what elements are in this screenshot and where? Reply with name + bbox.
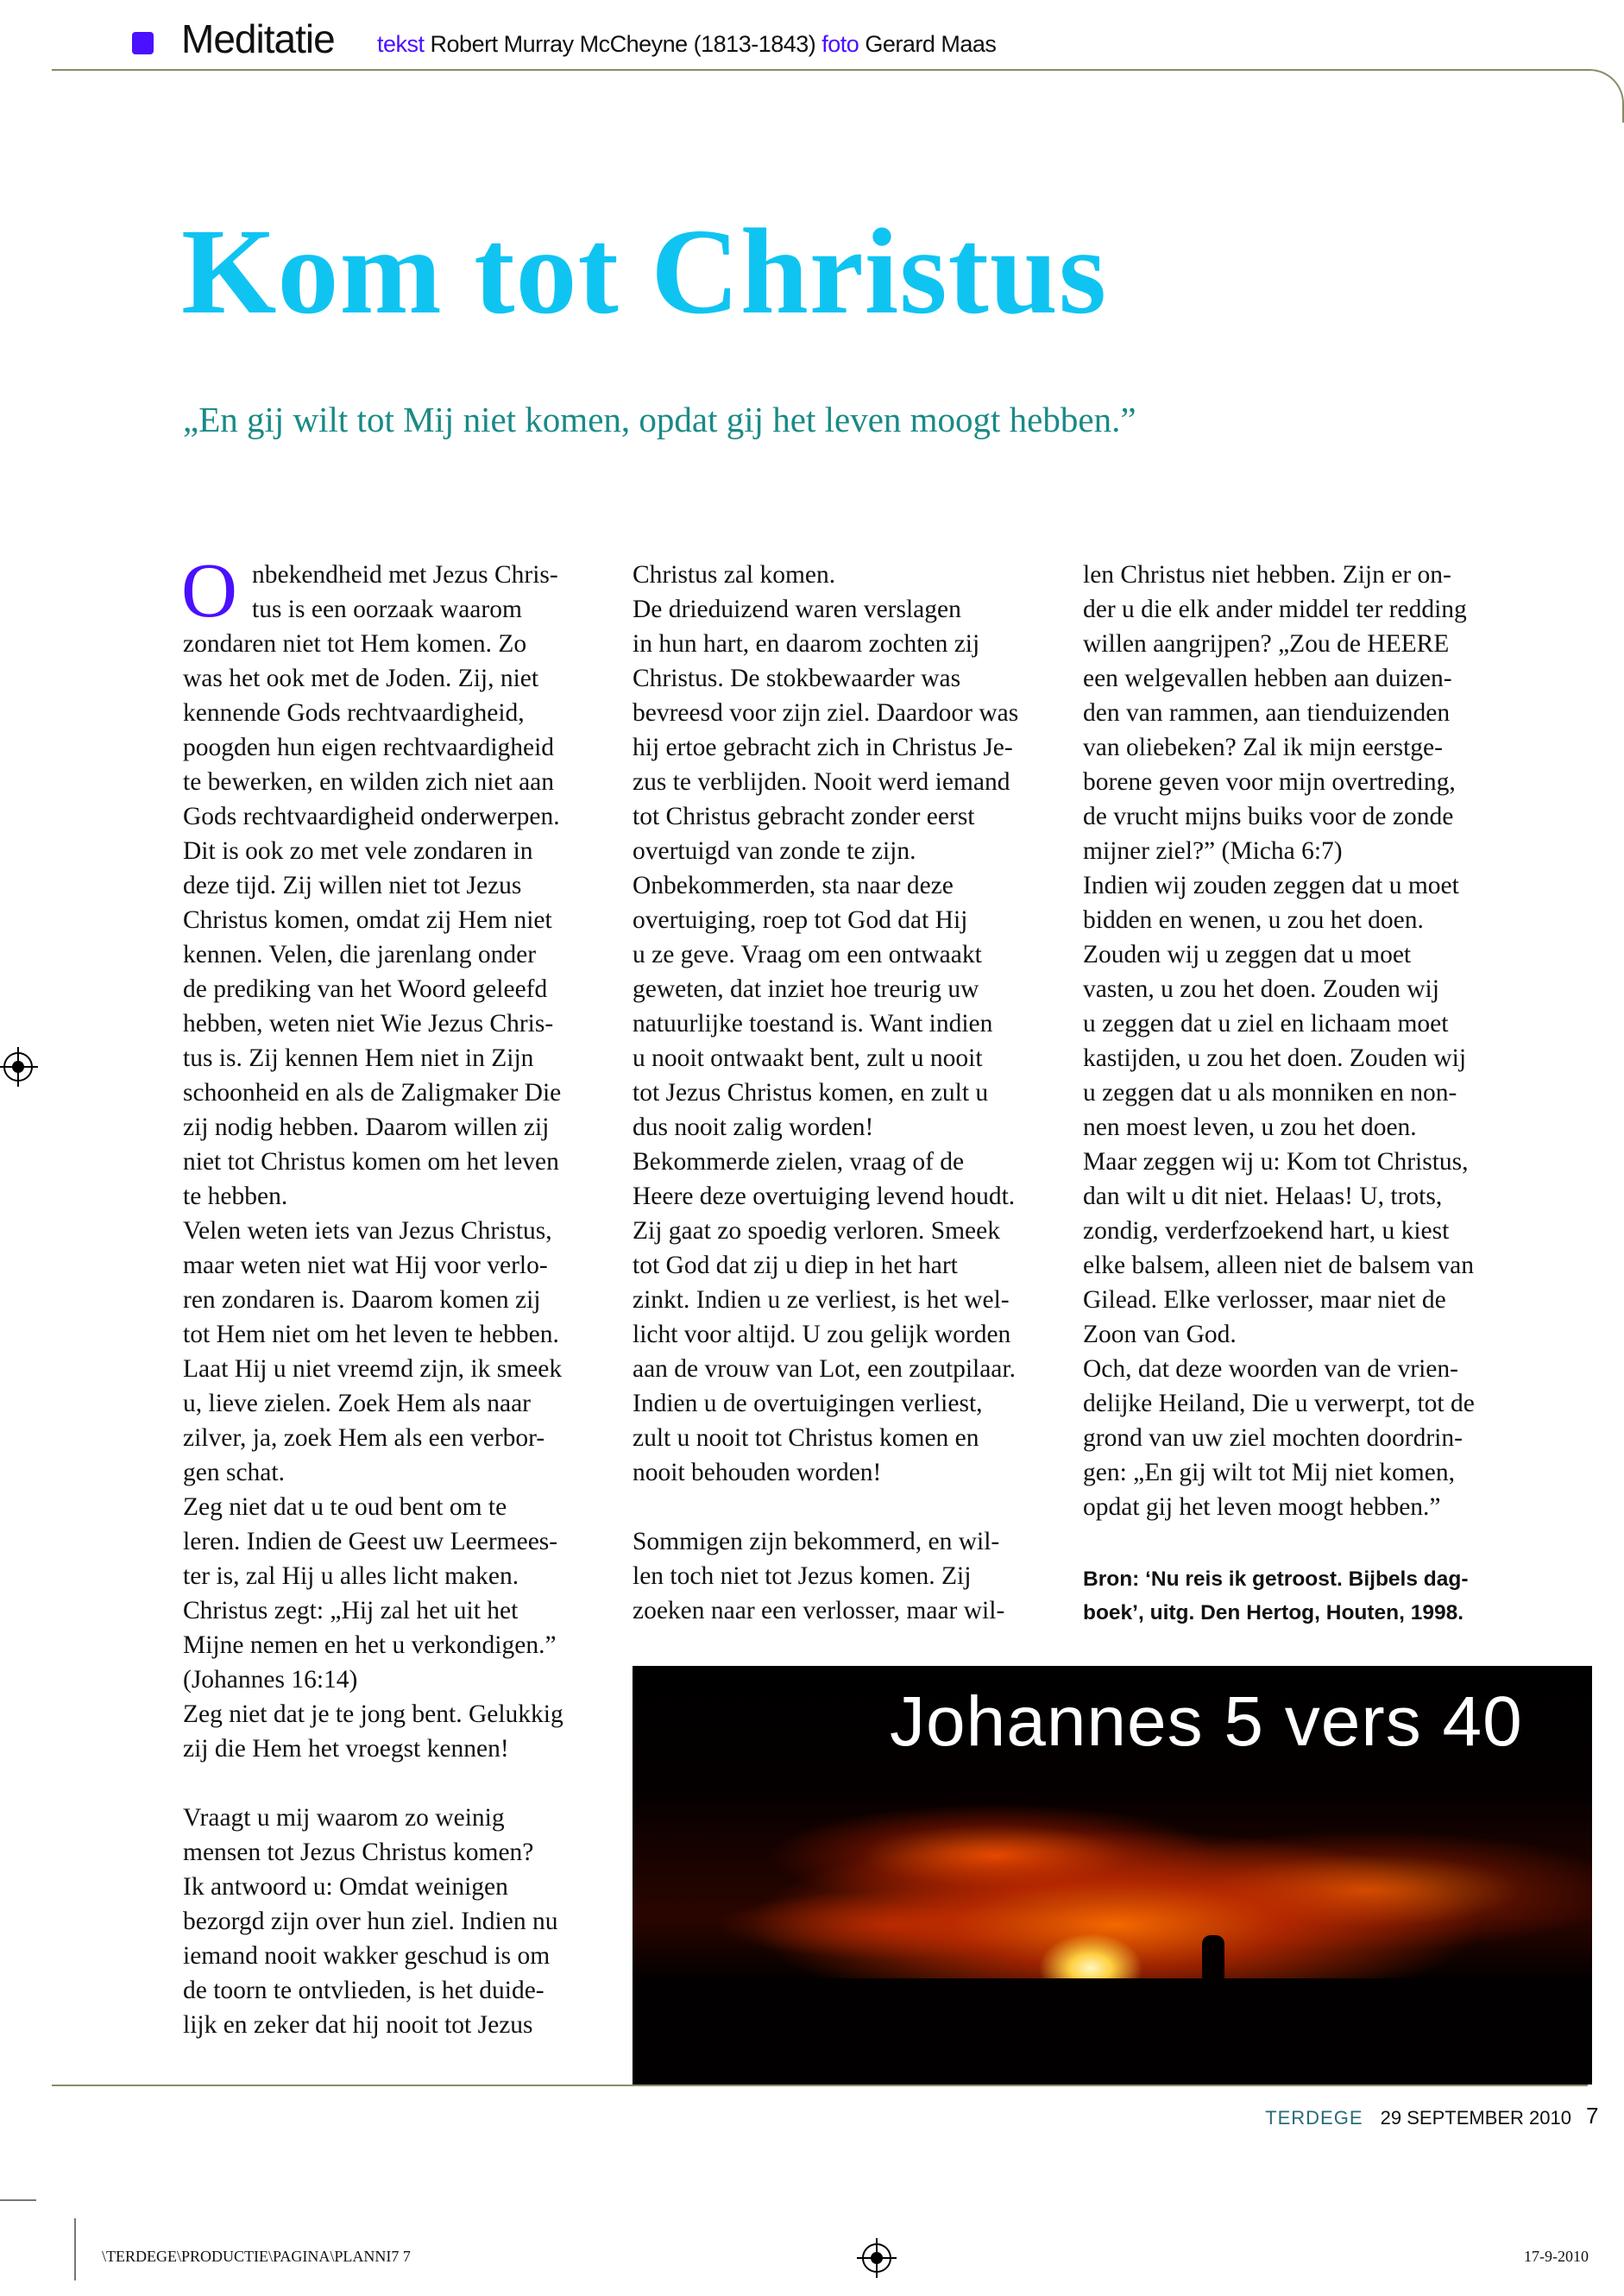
registration-mark-icon	[3, 1052, 33, 1082]
text-label: tekst	[377, 31, 425, 57]
text-line: dus nooit zalig worden!	[633, 1113, 874, 1141]
horizon-silhouette	[633, 1978, 1592, 2085]
text-line	[183, 1766, 614, 1801]
text-line: maar weten niet wat Hij voor verlo-	[183, 1252, 548, 1279]
text-line: nbekendheid met Jezus Chris-	[252, 561, 558, 589]
text-line: mensen tot Jezus Christus komen?	[183, 1839, 534, 1866]
source-note	[1083, 1562, 1469, 1630]
text-line: elke balsem, alleen niet de balsem van	[1083, 1252, 1474, 1279]
text-line: Zeg niet dat u te oud bent om te	[183, 1493, 507, 1521]
text-line: ter is, zal Hij u alles licht maken.	[183, 1562, 519, 1590]
article-subtitle: „En gij wilt tot Mij niet komen, opdat gij het leven moogt hebben.”	[183, 400, 1136, 439]
text-line: deze tijd. Zij willen niet tot Jezus	[183, 872, 522, 899]
text-line: Christus. De stokbewaarder was	[633, 665, 961, 692]
text-line: delijke Heiland, Die u verwerpt, tot de	[1083, 1390, 1475, 1417]
text-line	[633, 1490, 1064, 1524]
crop-mark	[74, 2218, 76, 2280]
text-line: Indien u de overtuigingen verliest,	[633, 1390, 983, 1417]
text-line: kennen. Velen, die jarenlang onder	[183, 941, 537, 968]
text-line: licht voor altijd. U zou gelijk worden	[633, 1321, 1011, 1348]
text-line: Velen weten iets van Jezus Christus,	[183, 1217, 552, 1245]
text-line: tus is een oorzaak waarom	[252, 596, 522, 623]
text-line: kastijden, u zou het doen. Zouden wij	[1083, 1044, 1467, 1072]
text-line: gen: „En gij wilt tot Mij niet komen,	[1083, 1459, 1455, 1486]
drop-cap: O	[181, 548, 237, 634]
source-line: Bron: ‘Nu reis ik getroost. Bijbels dag-	[1083, 1567, 1469, 1591]
magazine-name: TERDEGE	[1265, 2107, 1363, 2129]
registration-mark-icon	[862, 2243, 891, 2273]
text-line: zult u nooit tot Christus komen en	[633, 1424, 979, 1452]
text-line: hebben, weten niet Wie Jezus Chris-	[183, 1010, 554, 1038]
text-line: (Johannes 16:14)	[183, 1666, 358, 1694]
text-line: tot Jezus Christus komen, en zult u	[633, 1079, 989, 1107]
text-line: opdat gij het leven moogt hebben.”	[1083, 1493, 1441, 1521]
text-line: den van rammen, aan tienduizenden	[1083, 699, 1451, 727]
text-line: hij ertoe gebracht zich in Christus Je-	[633, 734, 1013, 761]
bottom-rule	[52, 2085, 1588, 2086]
text-column-2	[633, 558, 1064, 1628]
text-line: te bewerken, en wilden zich niet aan	[183, 768, 555, 796]
text-line: Zij gaat zo spoedig verloren. Smeek	[633, 1217, 1000, 1245]
text-line: bidden en wenen, u zou het doen.	[1083, 906, 1424, 934]
text-column-3	[1083, 558, 1514, 1524]
text-line: u zeggen dat u als monniken en non-	[1083, 1079, 1457, 1107]
text-line: u zeggen dat u ziel en lichaam moet	[1083, 1010, 1449, 1038]
text-line: Heere deze overtuiging levend houdt.	[633, 1183, 1016, 1210]
text-line: Bekommerde zielen, vraag of de	[633, 1148, 965, 1176]
photo-label: foto	[821, 31, 859, 57]
text-line: len Christus niet hebben. Zijn er on-	[1083, 561, 1451, 589]
text-line: tot God dat zij u diep in het hart	[633, 1252, 958, 1279]
text-line: nen moest leven, u zou het doen.	[1083, 1113, 1417, 1141]
text-line: zus te verblijden. Nooit werd iemand	[633, 768, 1010, 796]
text-line: ren zondaren is. Daarom komen zij	[183, 1286, 541, 1314]
slug-date: 17-9-2010	[1524, 2248, 1589, 2265]
text-line: lijk en zeker dat hij nooit tot Jezus	[183, 2011, 533, 2039]
text-line: der u die elk ander middel ter redding	[1083, 596, 1467, 623]
text-line: Christus komen, omdat zij Hem niet	[183, 906, 552, 934]
section-marker-icon	[132, 32, 154, 54]
text-column-1	[181, 548, 614, 2042]
text-line: Gods rechtvaardigheid onderwerpen.	[183, 803, 560, 830]
text-line: zinkt. Indien u ze verliest, is het wel-	[633, 1286, 1010, 1314]
author: Robert Murray McCheyne (1813-1843)	[430, 31, 816, 57]
rider-silhouette	[1202, 1935, 1224, 1978]
text-line: u ze geve. Vraag om een ontwaakt	[633, 941, 982, 968]
text-line: van oliebeken? Zal ik mijn eerstge-	[1083, 734, 1443, 761]
photo-title: Johannes 5 vers 40	[890, 1682, 1523, 1761]
text-line: Onbekommerden, sta naar deze	[633, 872, 954, 899]
text-line: vasten, u zou het doen. Zouden wij	[1083, 975, 1439, 1003]
text-line: u nooit ontwaakt bent, zult u nooit	[633, 1044, 983, 1072]
text-line: niet tot Christus komen om het leven	[183, 1148, 559, 1176]
text-line: De drieduizend waren verslagen	[633, 596, 961, 623]
page-footer	[1265, 2107, 1571, 2129]
text-line: kennende Gods rechtvaardigheid,	[183, 699, 525, 727]
text-line: Maar zeggen wij u: Kom tot Christus,	[1083, 1148, 1469, 1176]
text-line: de vrucht mijns buiks voor de zonde	[1083, 803, 1454, 830]
page-number: 7	[1586, 2103, 1599, 2129]
text-line: aan de vrouw van Lot, een zoutpilaar.	[633, 1355, 1016, 1383]
text-line: Vraagt u mij waarom zo weinig	[183, 1804, 505, 1832]
text-line: Zoon van God.	[1083, 1321, 1237, 1348]
text-line: overtuiging, roep tot God dat Hij	[633, 906, 968, 934]
byline	[377, 31, 996, 58]
text-line: zondig, verderfzoekend hart, u kiest	[1083, 1217, 1450, 1245]
text-line: bevreesd voor zijn ziel. Daardoor was	[633, 699, 1019, 727]
text-line: tot Hem niet om het leven te hebben.	[183, 1321, 559, 1348]
text-line: Laat Hij u niet vreemd zijn, ik smeek	[183, 1355, 563, 1383]
text-line: bezorgd zijn over hun ziel. Indien nu	[183, 1908, 558, 1935]
text-line: grond van uw ziel mochten doordrin-	[1083, 1424, 1463, 1452]
text-line: tot Christus gebracht zonder eerst	[633, 803, 975, 830]
photographer: Gerard Maas	[865, 31, 997, 57]
text-line: te hebben.	[183, 1183, 288, 1210]
text-line: poogden hun eigen rechtvaardigheid	[183, 734, 555, 761]
text-line: schoonheid en als de Zaligmaker Die	[183, 1079, 562, 1107]
text-line: Christus zal komen.	[633, 561, 836, 589]
source-line: boek’, uitg. Den Hertog, Houten, 1998.	[1083, 1601, 1464, 1624]
text-line: geweten, dat inziet hoe treurig uw	[633, 975, 979, 1003]
text-line: in hun hart, en daarom zochten zij	[633, 630, 980, 658]
text-line: dan wilt u dit niet. Helaas! U, trots,	[1083, 1183, 1443, 1210]
top-rule-corner	[1553, 69, 1624, 123]
text-line: de toorn te ontvlieden, is het duide-	[183, 1977, 544, 2004]
text-line: Zouden wij u zeggen dat u moet	[1083, 941, 1412, 968]
text-line: Christus zegt: „Hij zal het uit het	[183, 1597, 519, 1624]
text-line: leren. Indien de Geest uw Leermees-	[183, 1528, 558, 1555]
text-line: iemand nooit wakker geschud is om	[183, 1942, 551, 1970]
text-line: Indien wij zouden zeggen dat u moet	[1083, 872, 1459, 899]
text-line: nooit behouden worden!	[633, 1459, 882, 1486]
text-line: borene geven voor mijn overtreding,	[1083, 768, 1456, 796]
text-line: de prediking van het Woord geleefd	[183, 975, 548, 1003]
text-line: willen aangrijpen? „Zou de HEERE	[1083, 630, 1450, 658]
slug-path: \TERDEGE\PRODUCTIE\PAGINA\PLANNI7 7	[102, 2248, 411, 2265]
article-title: Kom tot Christus	[181, 203, 1108, 339]
text-line: Zeg niet dat je te jong bent. Gelukkig	[183, 1700, 563, 1728]
text-line: zondaren niet tot Hem komen. Zo	[183, 630, 527, 658]
text-line: zoeken naar een verlosser, maar wil-	[633, 1597, 1005, 1624]
text-line: u, lieve zielen. Zoek Hem als naar	[183, 1390, 531, 1417]
text-line: gen schat.	[183, 1459, 285, 1486]
text-line: zij die Hem het vroegst kennen!	[183, 1735, 509, 1763]
crop-mark	[0, 2199, 36, 2201]
sunset-photo	[633, 1666, 1592, 2085]
text-line: Sommigen zijn bekommerd, en wil-	[633, 1528, 1000, 1555]
text-line: Och, dat deze woorden van de vrien-	[1083, 1355, 1458, 1383]
issue-date: 29 SEPTEMBER 2010	[1380, 2107, 1571, 2129]
text-line: natuurlijke toestand is. Want indien	[633, 1010, 993, 1038]
section-label: Meditatie	[181, 16, 335, 61]
text-line: een welgevallen hebben aan duizen-	[1083, 665, 1452, 692]
text-line: Mijne nemen en het u verkondigen.”	[183, 1631, 557, 1659]
text-line: tus is. Zij kennen Hem niet in Zijn	[183, 1044, 534, 1072]
text-line: zilver, ja, zoek Hem als een verbor-	[183, 1424, 545, 1452]
text-line: len toch niet tot Jezus komen. Zij	[633, 1562, 972, 1590]
text-line: Dit is ook zo met vele zondaren in	[183, 837, 533, 865]
text-line: Gilead. Elke verlosser, maar niet de	[1083, 1286, 1446, 1314]
text-line: mijner ziel?” (Micha 6:7)	[1083, 837, 1343, 865]
text-line: overtuigd van zonde te zijn.	[633, 837, 916, 865]
text-line: Ik antwoord u: Omdat weinigen	[183, 1873, 508, 1901]
text-line: was het ook met de Joden. Zij, niet	[183, 665, 539, 692]
top-rule	[52, 69, 1562, 71]
text-line: zij nodig hebben. Daarom willen zij	[183, 1113, 550, 1141]
